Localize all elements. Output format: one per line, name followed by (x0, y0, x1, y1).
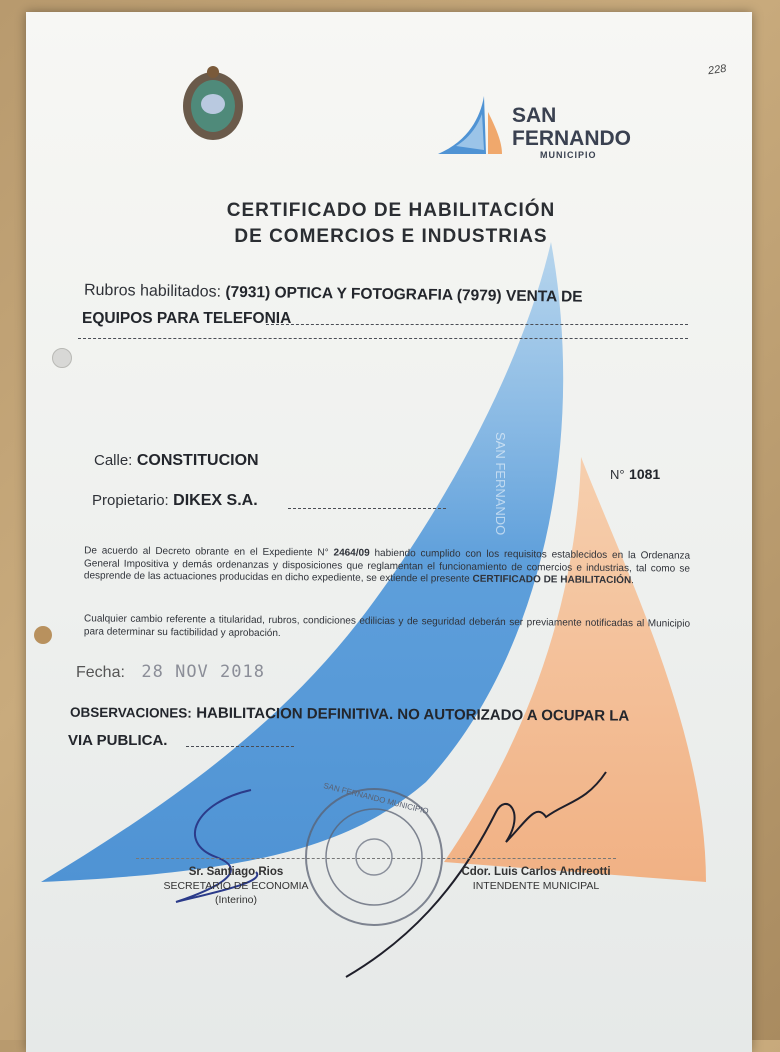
propietario-dash (288, 508, 446, 509)
rubros-dash-2 (78, 338, 688, 339)
signer-left-note: (Interino) (214, 894, 257, 906)
propietario-row (92, 492, 258, 510)
observaciones-value-line1: HABILITACION DEFINITIVA. NO AUTORIZADO A OCUPAR LA (196, 704, 630, 725)
changes-paragraph: Cualquier cambio referente a titularidad, rubros, condiciones edilicias y de seguridad deberán ser previamente notificadas al Municipio para determinar su factibilidad y aprobación. (83, 613, 691, 639)
logo-text-fernando: FERNANDO (512, 127, 631, 150)
certificate-title-line1: CERTIFICADO DE HABILITACIÓN (226, 200, 556, 221)
signer-left-role: SECRETARIO DE ECONOMIA (163, 880, 309, 892)
expediente-number: 2464/09 (333, 547, 370, 559)
page-number: 228 (707, 62, 728, 78)
rubros-value-line2: EQUIPOS PARA TELEFONIA (82, 310, 292, 327)
fecha-label: Fecha: (76, 664, 125, 681)
observaciones-value-line2: VIA PUBLICA. (68, 732, 168, 749)
punch-hole-bottom (34, 626, 52, 644)
punch-hole-top (52, 348, 72, 368)
propietario-value: DIKEX S.A. (173, 492, 258, 509)
decree-text-a: De acuerdo al Decreto obrante en el Expediente N° (84, 545, 329, 559)
logo-text-municipio: MUNICIPIO (540, 150, 597, 160)
signature-line (136, 858, 616, 859)
certificate-sheet (26, 12, 752, 1052)
san-fernando-logo-icon (436, 90, 506, 160)
calle-value: CONSTITUCION (136, 452, 259, 469)
watermark: SAN FERNANDO (493, 432, 508, 536)
signer-right-role: INTENDENTE MUNICIPAL (472, 880, 600, 892)
decree-certificado: CERTIFICADO DE HABILITACIÓN (472, 573, 632, 587)
rubros-label: Rubros habilitados: (83, 281, 222, 301)
signer-right-name: Cdor. Luis Carlos Andreotti (461, 866, 611, 878)
seal-text: SAN FERNANDO MUNICIPIO (322, 781, 430, 816)
certificate-title-line2: DE COMERCIOS E INDUSTRIAS (234, 226, 548, 247)
decree-text-b: habiendo cumplido con los requisitos establecidos en la Ordenanza General Impositiva y demás ordenanzas y disposiciones que reglamentan el funcionamiento de comercios e industrias, tal como se desprende de las actuaciones producidas en dicho expediente, se extiende el presente (83, 547, 691, 585)
propietario-label: Propietario: (92, 492, 169, 509)
coat-of-arms-logo (178, 64, 248, 144)
observaciones-label: OBSERVACIONES: (69, 704, 192, 721)
numero-row (610, 466, 660, 484)
signer-left-name: Sr. Santiago Rios (188, 866, 284, 878)
sail-graphic (26, 12, 752, 1052)
fecha-stamp: 28 NOV 2018 (141, 662, 265, 682)
calle-row (94, 452, 259, 470)
rubros-dash-1 (266, 324, 688, 325)
numero-value: 1081 (629, 466, 661, 482)
decree-paragraph: De acuerdo al Decreto obrante en el Expediente N° 2464/09 habiendo cumplido con los requisitos establecidos en la Ordenanza General Impositiva y demás ordenanzas y disposiciones que reglamentan el funcionamiento de comercios e industrias, tal como se desprende de las actuaciones producidas en dicho expediente, se extiende el presente CERTIFICADO DE HABILITACIÓN. (83, 545, 691, 587)
logo-text-san: SAN (512, 104, 557, 127)
observaciones-dash (186, 746, 294, 747)
numero-label: N° (610, 467, 625, 482)
calle-label: Calle: (94, 452, 133, 469)
rubros-value-line1: (7931) OPTICA Y FOTOGRAFIA (7979) VENTA DE (225, 283, 583, 306)
fecha-row (76, 662, 265, 682)
